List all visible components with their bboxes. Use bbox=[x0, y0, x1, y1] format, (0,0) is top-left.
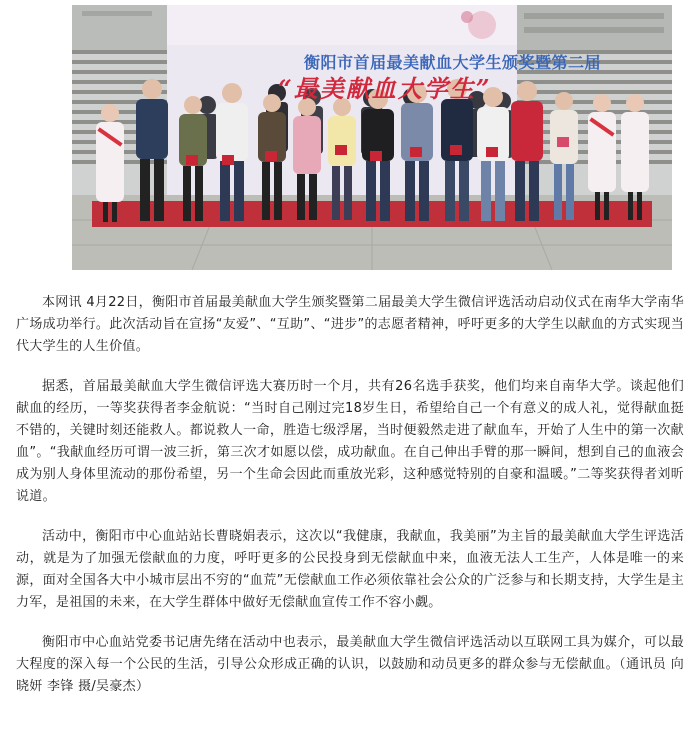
banner-slogan: “最美献血大学生” bbox=[278, 74, 492, 103]
article-paragraph: 衡阳市中心血站党委书记唐先绪在活动中也表示，最美献血大学生微信评选活动以互联网工具为媒介，可以最大程度的深入每一个公民的生活，引导公众形成正确的认识，以鼓励和动员更多的群众参与无偿献血。（通讯员 向晓妍 李锋 摄/吴豪杰） bbox=[16, 635, 684, 694]
article-body bbox=[16, 292, 684, 716]
banner-title: 衡阳市首届最美献血大学生颁奖暨第二届 bbox=[304, 53, 602, 72]
article-paragraph: 本网讯 4月22日，衡阳市首届最美献血大学生颁奖暨第二届最美大学生微信评选活动启动仪式在南华大学南华广场成功举行。此次活动旨在宣扬“友爱”、“互助”、“进步”的志愿者精神，呼吁更多的大学生以献血的方式实现当代大学生的人生价值。 bbox=[16, 295, 684, 354]
article-paragraph: 据悉，首届最美献血大学生微信评选大赛历时一个月，共有26名选手获奖，他们均来自南华大学。谈起他们献血的经历，一等奖获得者李金航说：“当时自己刚过完18岁生日，希望给自己一个有意义的成人礼，觉得献血挺不错的，关键时刻还能救人。都说救人一命，胜造七级浮屠，当时便毅然走进了献血车，开始了人生中的第一次献血”。“我献血经历可谓一波三折，第三次才如愿以偿，成功献血。在自己伸出手臂的那一瞬间，想到自己的血液会成为别人身体里流动的那份希望，另一个生命会因此而重放光彩，这种感觉特别的自豪和温暖。”二等奖获得者刘昕说道。 bbox=[16, 379, 684, 504]
article-paragraph: 活动中，衡阳市中心血站站长曹晓娟表示，这次以“我健康，我献血，我美丽”为主旨的最美献血大学生评选活动，就是为了加强无偿献血的力度，呼吁更多的公民投身到无偿献血中来，血液无法人工生产，人体是唯一的来源，面对全国各大中小城市层出不穷的“血荒”无偿献血工作必须依靠社会公众的广泛参与和长期支持，大学生是主力军，是祖国的未来，在大学生群体中做好无偿献血宣传工作不容小觑。 bbox=[16, 529, 684, 610]
group-photo-illustration bbox=[72, 5, 672, 270]
event-group-photo bbox=[72, 5, 672, 270]
